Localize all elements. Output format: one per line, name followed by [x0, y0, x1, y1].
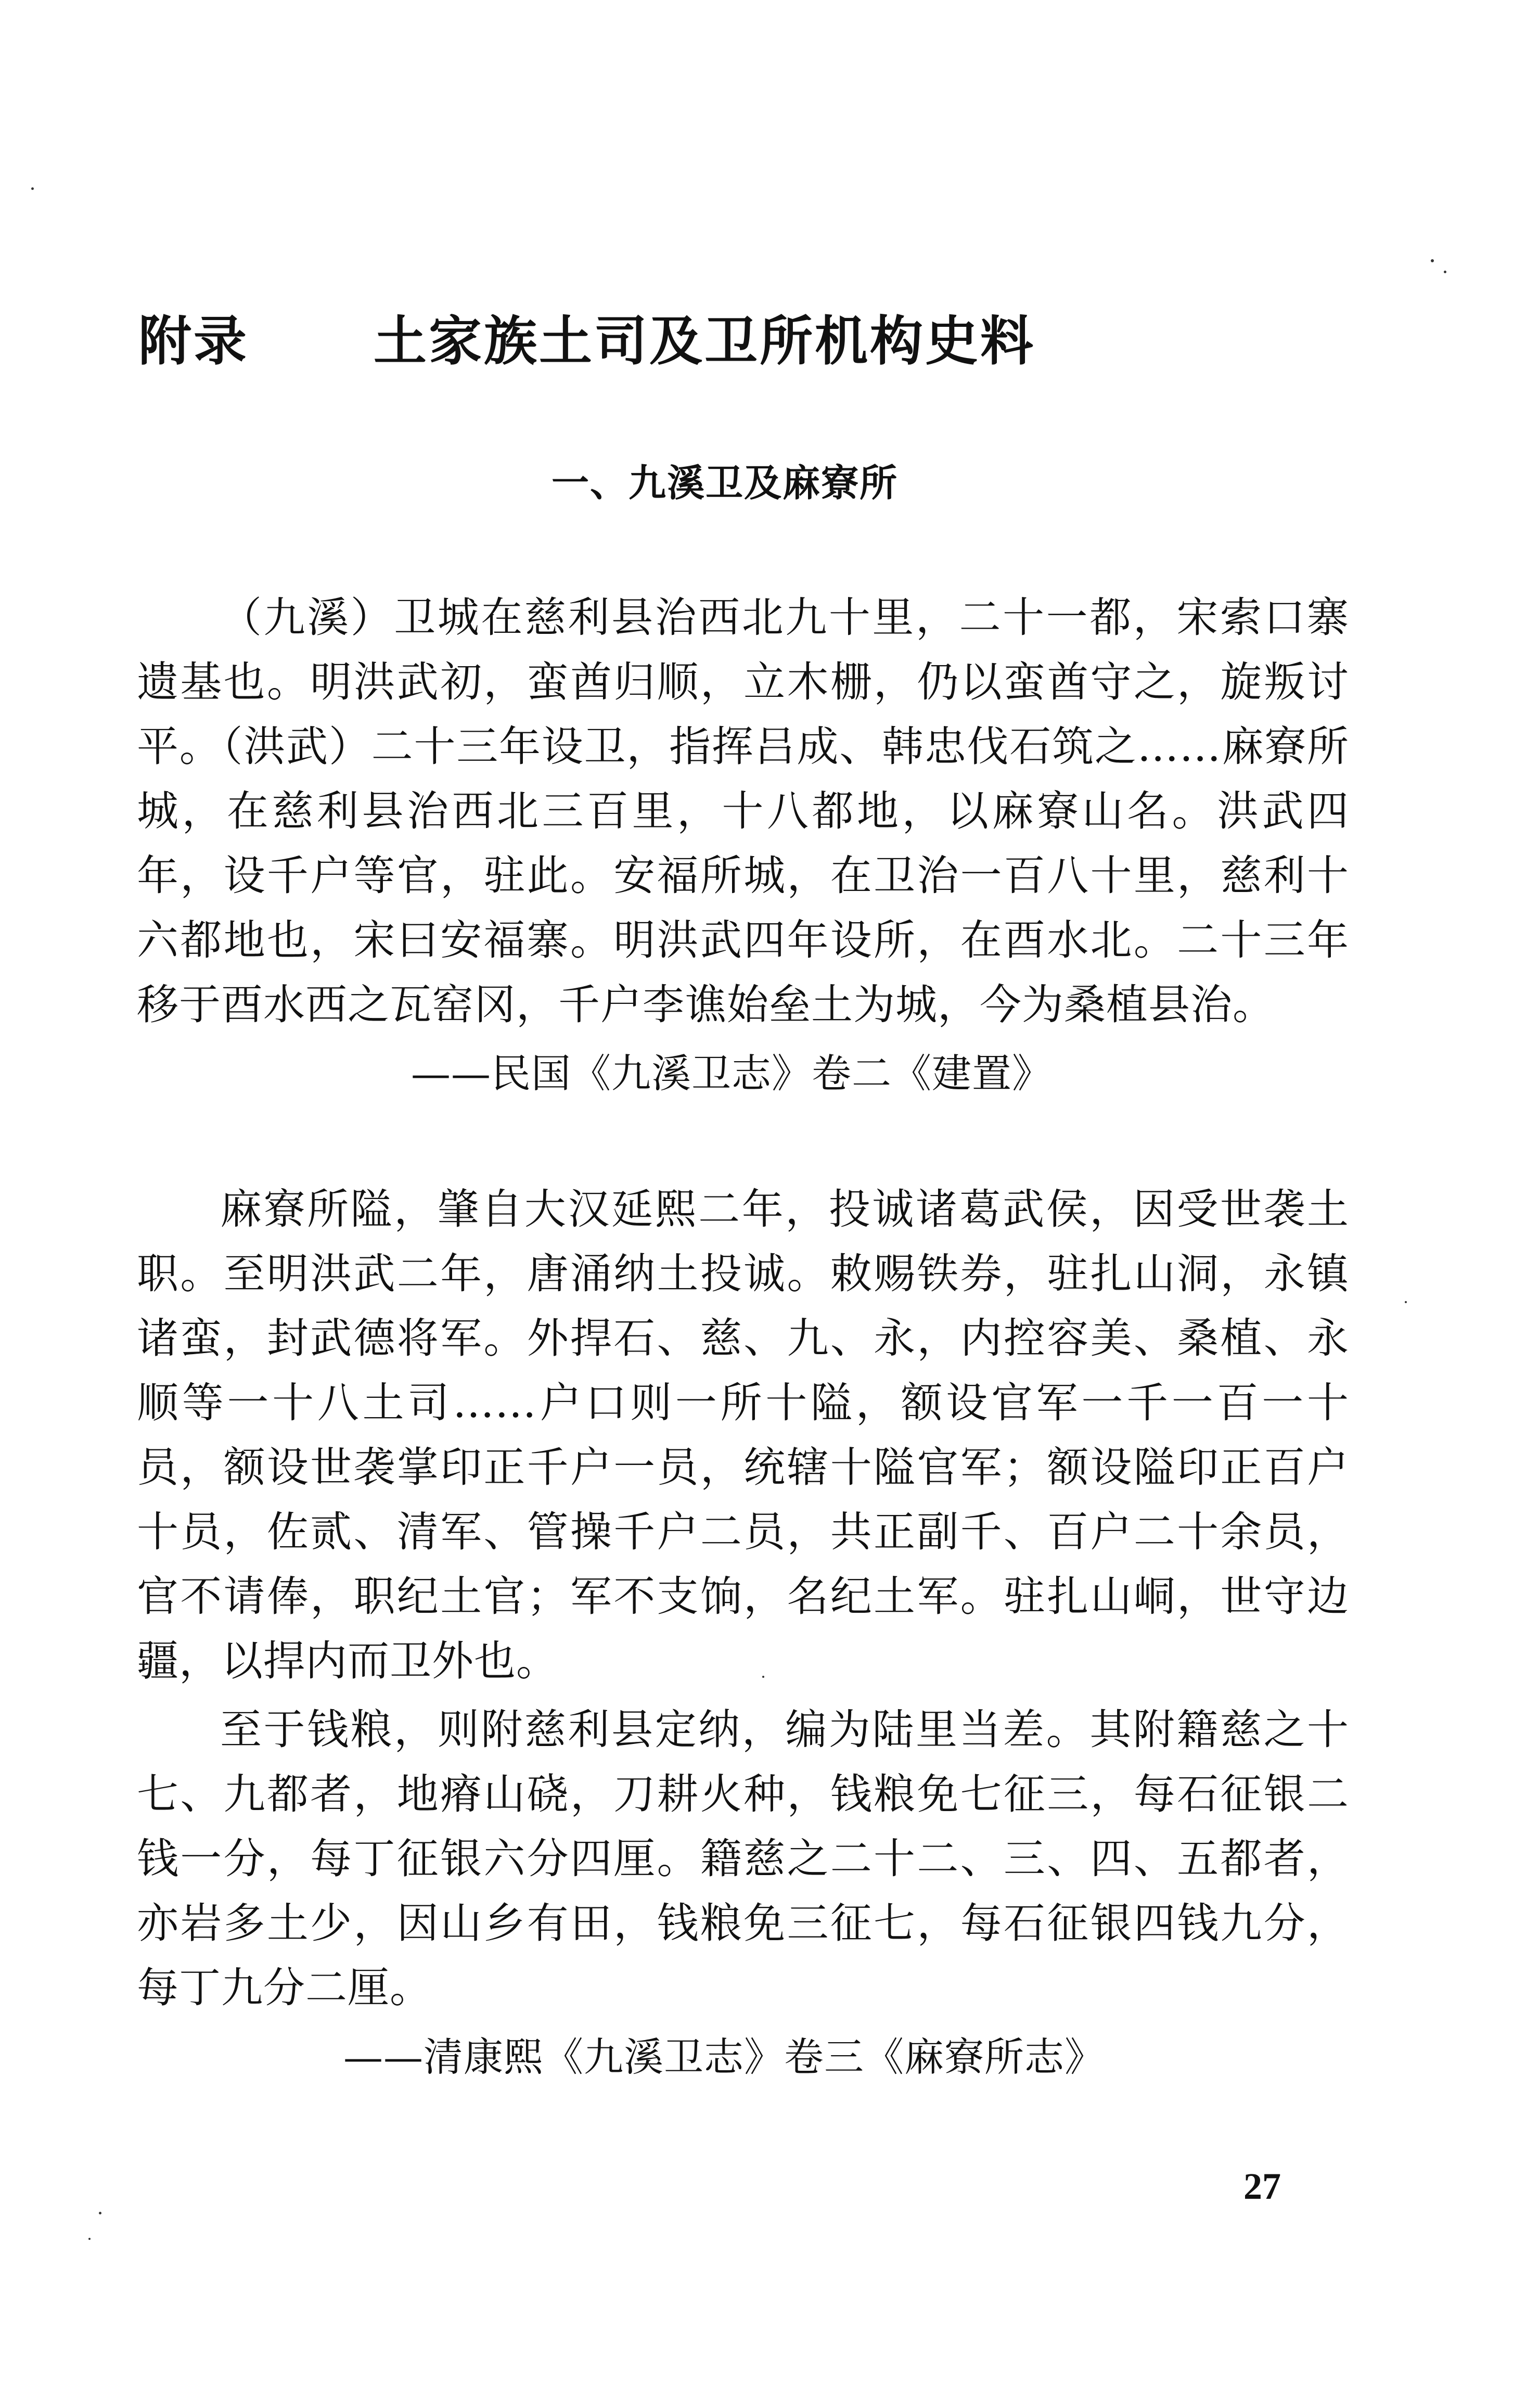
scan-speck: [88, 2238, 91, 2240]
chapter-title: 土家族土司及卫所机构史料: [374, 311, 1035, 373]
paragraph-qianliang: 至于钱粮，则附慈利县定纳，编为陆里当差。其附籍慈之十七、九都者，地瘠山硗，刀耕火种，钱粮免七征三，每石征银二钱一分，每丁征银六分四厘。籍慈之二十二、三、四、五都者，亦岩多土少，因山乡有田，钱粮免三征七，每石征银四钱九分，每丁九分二厘。: [137, 1705, 1349, 2012]
page-number: 27: [1243, 2165, 1281, 2207]
source-citation-1: ——民国《九溪卫志》卷二《建置》: [411, 1050, 1052, 1097]
source-citation-2: ——清康熙《九溪卫志》卷三《麻寮所志》: [343, 2034, 1105, 2080]
paragraph-jiuxi-weicheng: （九溪）卫城在慈利县治西北九十里，二十一都，宋索口寨遗基也。明洪武初，蛮酋归顺，立木栅，仍以蛮酋守之，旋叛讨平。（洪武）二十三年设卫，指挥吕成、韩忠伐石筑之……麻寮所城，在慈利县治西北三百里，十八都地，以麻寮山名。洪武四年，设千户等官，驻此。安福所城，在卫治一百八十里，慈利十六都地也，宋曰安福寨。明洪武四年设所，在酉水北。二十三年移于酉水西之瓦窑冈，千户李谯始垒土为城，今为桑植县治。: [137, 593, 1349, 1029]
chapter-label: 附录: [138, 311, 249, 373]
section-title: 一、九溪卫及麻寮所: [552, 461, 899, 505]
scan-speck: [762, 1676, 764, 1678]
scan-speck: [1431, 259, 1434, 262]
chapter-heading: [138, 299, 1035, 375]
scan-speck: [1444, 271, 1446, 273]
scan-speck: [1405, 1301, 1407, 1303]
scan-speck: [31, 187, 34, 190]
scan-speck: [99, 2212, 101, 2214]
paragraph-maliao-suo-ai: 麻寮所隘，肇自大汉延熙二年，投诚诸葛武侯，因受世袭土职。至明洪武二年，唐涌纳土投诚。敕赐铁券，驻扎山洞，永镇诸蛮，封武德将军。外捍石、慈、九、永，内控容美、桑植、永顺等一十八土司……户口则一所十隘，额设官军一千一百一十员，额设世袭掌印正千户一员，统辖十隘官军；额设隘印正百户十员，佐贰、清军、管操千户二员，共正副千、百户二十余员，官不请俸，职纪土官；军不支饷，名纪土军。驻扎山峒，世守边疆，以捍内而卫外也。: [137, 1185, 1349, 1685]
